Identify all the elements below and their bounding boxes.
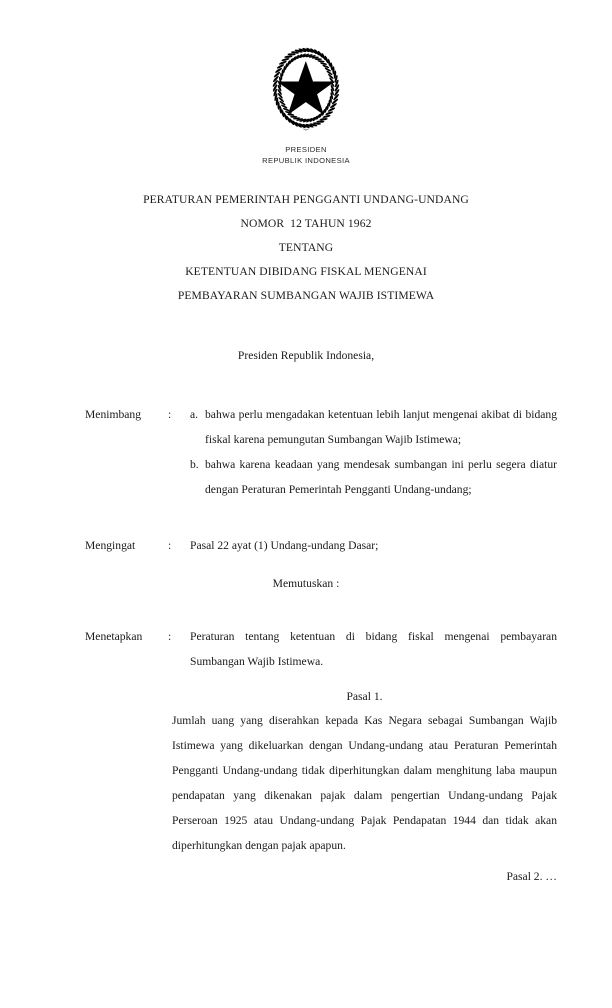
- article-body: Jumlah uang yang diserahkan kepada Kas Negara sebagai Sumbangan Wajib Istimewa yang dikeluarkan dengan Undang-undang atau Peraturan Pemerintah Pengganti Undang-undang tidak diperhitungkan dalam menghitung laba maupun pendapatan yang dikenakan pajak dalam pengertian Undang-undang Pajak Perseroan 1925 atau Undang-undang Pajak Pendapatan 1944 dan tidak akan diperhitungkan dengan pajak apapun.: [172, 714, 557, 852]
- emblem-caption-line-2: REPUBLIK INDONESIA: [262, 155, 350, 165]
- clause-menetapkan-colon: :: [168, 630, 172, 643]
- clause-mengingat-label: Mengingat: [85, 539, 136, 552]
- list-item-text-b: bahwa karena keadaan yang mendesak sumbangan ini perlu segera diatur dengan Peraturan Pemerintah Pengganti Undang-undang;: [205, 458, 557, 496]
- list-item: [190, 452, 557, 502]
- clause-mengingat: [85, 533, 557, 558]
- clause-mengingat-colon: :: [168, 539, 172, 552]
- title-line-1: PERATURAN PEMERINTAH PENGGANTI UNDANG-UNDANG: [143, 193, 469, 206]
- clause-menetapkan-body: [190, 624, 557, 674]
- emblem-caption-line-1: PRESIDEN: [285, 145, 327, 154]
- clause-menetapkan-label: Menetapkan: [85, 630, 143, 643]
- list-item-marker-b: b.: [190, 458, 199, 471]
- clause-menetapkan: [85, 624, 557, 674]
- clause-mengingat-text: Pasal 22 ayat (1) Undang-undang Dasar;: [190, 539, 379, 552]
- garuda-star-wreath-emblem: [264, 42, 348, 140]
- emblem-block: [0, 42, 612, 166]
- opening-line: Presiden Republik Indonesia,: [237, 349, 375, 362]
- clause-menetapkan-text: Peraturan tentang ketentuan di bidang fiskal mengenai pembayaran Sumbangan Wajib Istimewa.: [190, 630, 557, 668]
- title-line-subject-1: KETENTUAN DIBIDANG FISKAL MENGENAI: [185, 265, 427, 278]
- memutuskan-heading: Memutuskan :: [272, 577, 340, 590]
- list-item: [190, 402, 557, 452]
- clause-menimbang-colon: :: [168, 408, 172, 421]
- title-line-number: NOMOR 12 TAHUN 1962: [240, 217, 372, 230]
- list-item-text-a: bahwa perlu mengadakan ketentuan lebih lanjut mengenai akibat di bidang fiskal karena pemungutan Sumbangan Wajib Istimewa;: [205, 408, 557, 446]
- clause-menimbang-label: Menimbang: [85, 408, 142, 421]
- article-heading: Pasal 1.: [346, 690, 383, 703]
- title-line-subject-2: PEMBAYARAN SUMBANGAN WAJIB ISTIMEWA: [177, 289, 435, 302]
- article-section: [172, 686, 557, 858]
- clause-menimbang: [85, 402, 557, 502]
- clause-menimbang-body: [190, 402, 557, 502]
- clause-mengingat-body: [190, 533, 557, 558]
- list-item-marker-a: a.: [190, 408, 199, 421]
- title-line-tentang: TENTANG: [278, 241, 334, 254]
- emblem-caption: [0, 145, 612, 166]
- document-title-block: [0, 188, 612, 308]
- page-catchword: Pasal 2. …: [506, 870, 557, 883]
